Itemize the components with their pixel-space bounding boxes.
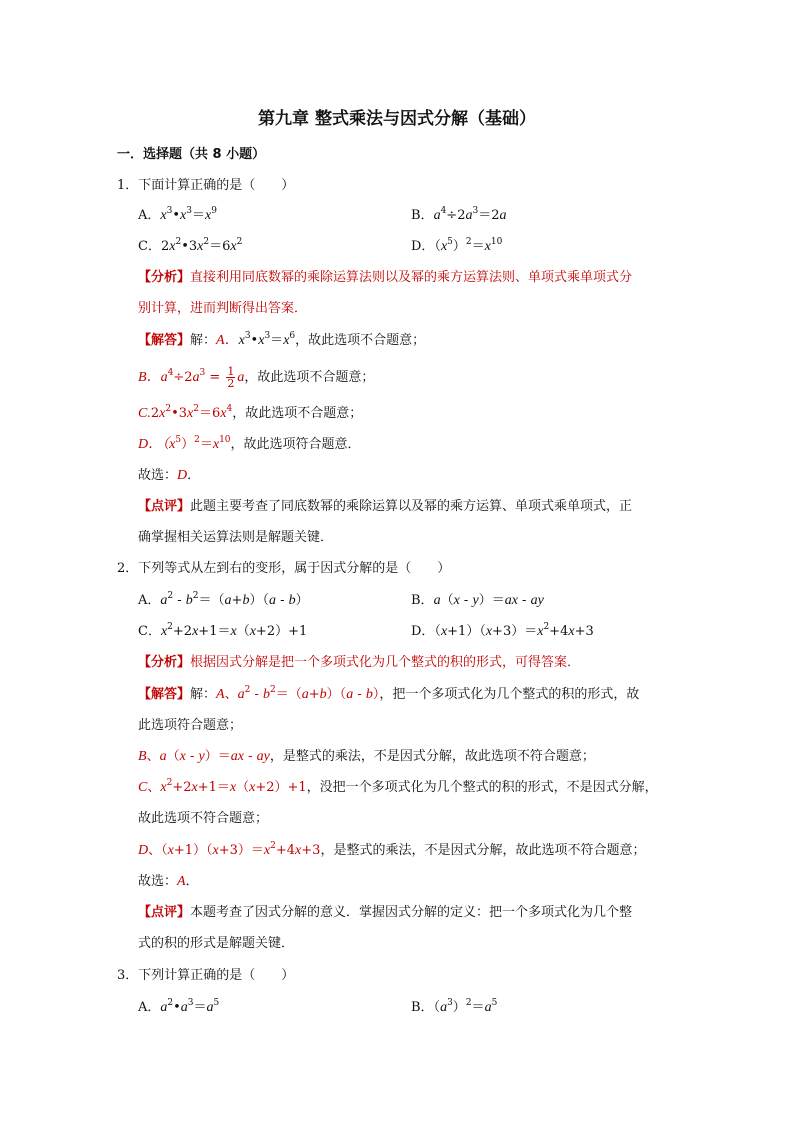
q2-answer-a-cont: 此选项符合题意； <box>138 718 243 733</box>
q1-choice: 故选：D． <box>138 468 201 483</box>
q2-answer-d: D、$(x+1)(x+3)=x^2+4x+3$，是整式的乘法，不是因式分解，故此选项不符合题意； <box>138 841 646 858</box>
q2-option-b: B．a（x - y）＝ax - ay <box>411 593 544 608</box>
q1-answer-d: D．$(x^5)^2=x^{10}$，故此选项符合题意． <box>138 435 361 452</box>
q2-choice: 故选：A． <box>138 874 199 889</box>
question-1-stem: 1．下面计算正确的是（ ） <box>117 178 295 193</box>
q2-answer-b: B、a（x - y）＝ax - ay，是整式的乘法，不是因式分解，故此选项不符合题意； <box>138 749 595 764</box>
q2-analysis: 【分析】根据因式分解是把一个多项式化为几个整式的积的形式，可得答案． <box>138 655 581 670</box>
q1-option-a: A．$x^3•x^3=x^9$ <box>138 206 217 223</box>
q1-option-d: D．$(x^5)^2=x^{10}$ <box>411 237 503 254</box>
section-heading: 一．选择题（共 8 小题） <box>117 147 266 162</box>
q2-answer-c: C、$x^2+2x+1=x(x+2)+1$，没把一个多项式化为几个整式的积的形式，不是因式分解， <box>138 778 658 795</box>
q1-answer-a: 【解答】解：A．$x^3•x^3=x^6$，故此选项不合题意； <box>138 331 426 348</box>
q1-analysis-cont: 别计算，进而判断得出答案． <box>138 301 308 316</box>
question-3-stem: 3．下列计算正确的是（ ） <box>117 968 295 983</box>
q2-comment: 【点评】本题考查了因式分解的意义．掌握因式分解的定义：把一个多项式化为几个整 <box>138 905 633 920</box>
q1-analysis: 【分析】直接利用同底数幂的乘除运算法则以及幂的乘方运算法则、单项式乘单项式分 <box>138 270 633 285</box>
q2-comment-cont: 式的积的形式是解题关键． <box>138 936 295 951</box>
fraction-one-half: $\frac{1}{2}$ <box>227 365 235 390</box>
q1-answer-c: $C.2x^2•3x^2=6x^4$，故此选项不合题意； <box>138 404 363 421</box>
q3-option-a: A．$a^2•a^3=a^5$ <box>138 998 220 1015</box>
q3-option-b: B．$(a^3)^2=a^5$ <box>411 998 498 1015</box>
question-2-stem: 2．下列等式从左到右的变形，属于因式分解的是（ ） <box>117 561 451 576</box>
q2-answer-a: 【解答】解：A、$a^2 - b^2=(a+b)(a - b)$，把一个多项式化为几个整式的积的形式，故 <box>138 685 640 702</box>
q1-answer-b: B．$a^4\div 2a^3$ = $\frac{1}{2}$ a，故此选项不合题意； <box>138 365 375 390</box>
q2-answer-c-cont: 故此选项不符合题意； <box>138 811 269 826</box>
q2-option-a: A．$a^2 - b^2=(a+b)(a - b)$ <box>138 591 309 608</box>
q1-comment-cont: 确掌握相关运算法则是解题关键． <box>138 530 334 545</box>
q2-option-c: C．$x^2+2x+1=x(x+2)+1$ <box>138 622 308 639</box>
q1-option-b: B．$a^4\div 2a^3=2a$ <box>411 206 507 223</box>
page-title: 第九章 整式乘法与因式分解（基础） <box>258 109 536 129</box>
q2-option-d: D．$(x+1)(x+3)=x^2+4x+3$ <box>411 622 594 639</box>
q1-option-c: C．$2x^2•3x^2=6x^2$ <box>138 237 243 254</box>
q1-comment: 【点评】此题主要考查了同底数幂的乘除运算以及幂的乘方运算、单项式乘单项式，正 <box>138 499 633 514</box>
